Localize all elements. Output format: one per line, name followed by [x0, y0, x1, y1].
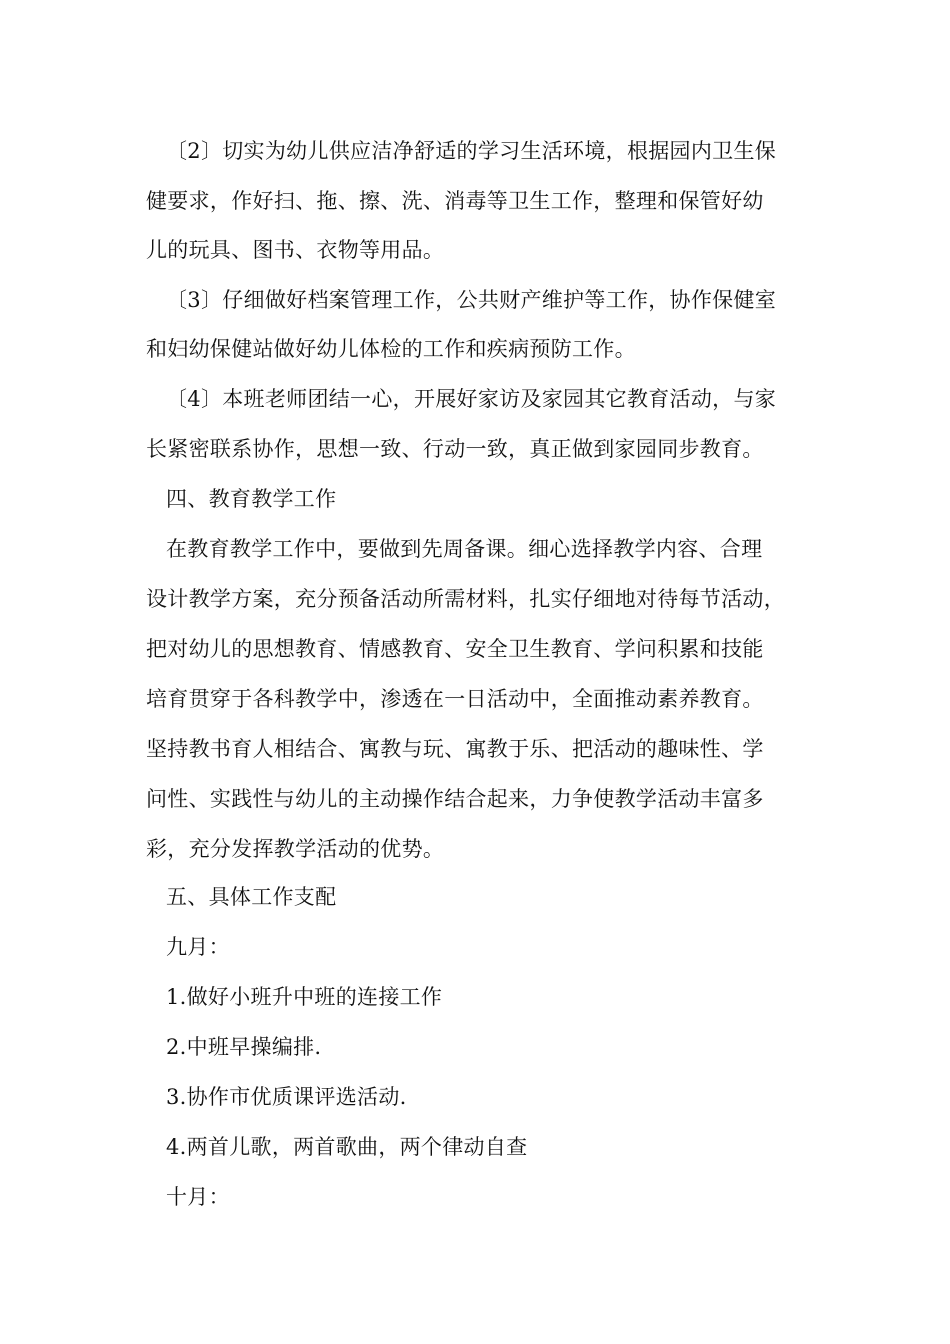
paragraph-line: 和妇幼保健站做好幼儿体检的工作和疾病预防工作。 — [146, 337, 636, 361]
section-heading: 四、教育教学工作 — [166, 487, 337, 511]
paragraph-line: 彩，充分发挥教学活动的优势。 — [146, 837, 445, 861]
paragraph-line: 儿的玩具、图书、衣物等用品。 — [146, 238, 445, 262]
paragraph-line: 健要求，作好扫、拖、擦、洗、消毒等卫生工作，整理和保管好幼 — [146, 189, 764, 213]
paragraph-line: 问性、实践性与幼儿的主动操作结合起来，力争使教学活动丰富多 — [146, 787, 764, 811]
paragraph-line: 长紧密联系协作，思想一致、行动一致，真正做到家园同步教育。 — [146, 437, 764, 461]
paragraph-line: 培育贯穿于各科教学中，渗透在一日活动中，全面推动素养教育。 — [146, 687, 764, 711]
list-item: 4.两首儿歌，两首歌曲，两个律动自查 — [166, 1135, 528, 1159]
paragraph-line: 〔4〕本班老师团结一心，开展好家访及家园其它教育活动，与家 — [166, 387, 777, 411]
paragraph-line: 〔2〕切实为幼儿供应洁净舒适的学习生活环境，根据园内卫生保 — [166, 139, 777, 163]
paragraph-line: 设计教学方案，充分预备活动所需材料，扎实仔细地对待每节活动， — [146, 587, 785, 611]
list-item: 3.协作市优质课评选活动. — [166, 1085, 407, 1109]
section-heading: 五、具体工作支配 — [166, 885, 337, 909]
month-heading: 九月： — [166, 935, 230, 959]
paragraph-line: 在教育教学工作中，要做到先周备课。细心选择教学内容、合理 — [166, 537, 763, 561]
list-item: 1.做好小班升中班的连接工作 — [166, 985, 443, 1009]
paragraph-line: 坚持教书育人相结合、寓教与玩、寓教于乐、把活动的趣味性、学 — [146, 737, 764, 761]
paragraph-line: 把对幼儿的思想教育、情感教育、安全卫生教育、学问积累和技能 — [146, 637, 764, 661]
list-item: 2.中班早操编排. — [166, 1035, 322, 1059]
paragraph-line: 〔3〕仔细做好档案管理工作，公共财产维护等工作，协作保健室 — [166, 288, 777, 312]
month-heading: 十月： — [166, 1185, 230, 1209]
